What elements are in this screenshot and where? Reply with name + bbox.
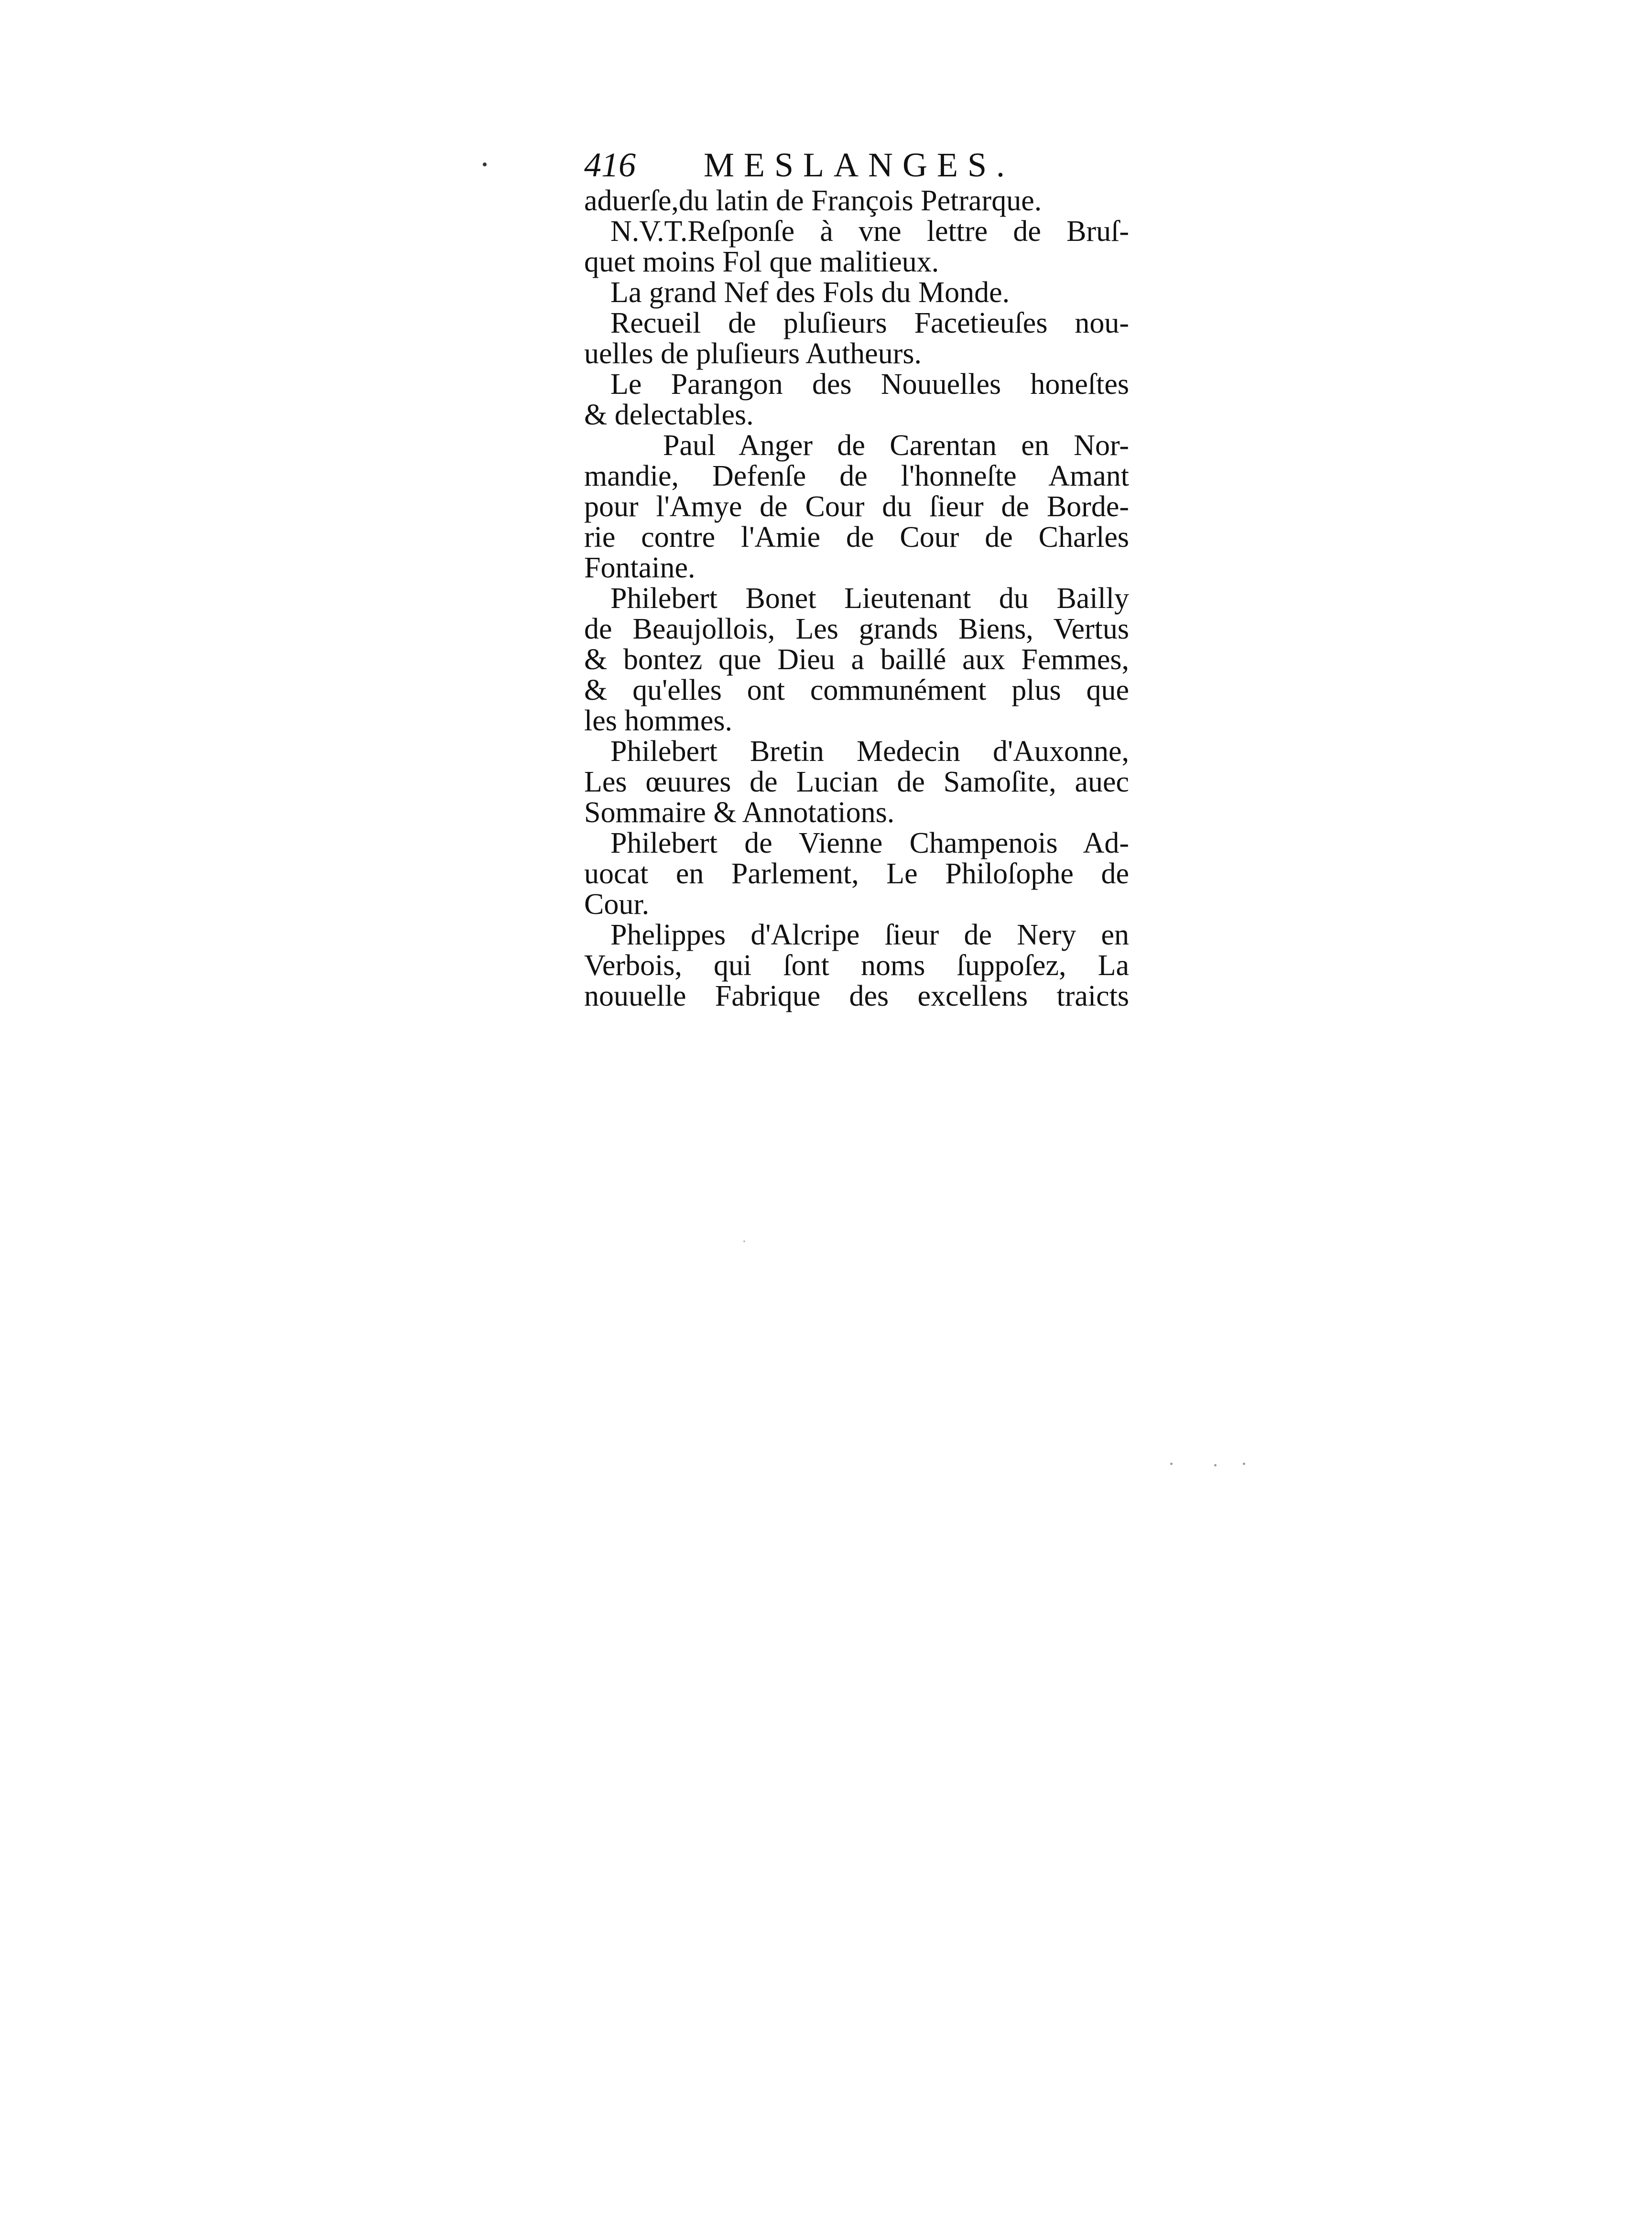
text-line: uocat en Parlement, Le Philoſophe de: [584, 857, 1129, 890]
text-line: Philebert Bonet Lieutenant du Bailly: [610, 582, 1129, 615]
text-line: Paul Anger de Carentan en Nor-: [663, 429, 1129, 462]
text-line: uelles de pluſieurs Autheurs.: [584, 337, 922, 370]
text-line: Verbois, qui ſont noms ſuppoſez, La: [584, 949, 1129, 982]
text-line: La grand Nef des Fols du Monde.: [610, 276, 1010, 309]
running-title: MESLANGES.: [704, 146, 1015, 184]
text-line: Les œuures de Lucian de Samoſite, auec: [584, 766, 1129, 798]
entry: [584, 828, 1129, 920]
ink-speck: [1214, 1464, 1217, 1466]
text-line: Phelippes d'Alcripe ſieur de Nery en: [610, 919, 1129, 951]
ink-speck: [483, 163, 487, 166]
entry: [584, 736, 1129, 828]
text-line: pour l'Amye de Cour du ſieur de Borde-: [584, 490, 1129, 523]
text-line: mandie, Defenſe de l'honneſte Amant: [584, 460, 1129, 492]
text-line: Philebert Bretin Medecin d'Auxonne,: [610, 735, 1129, 768]
text-line: de Beaujollois, Les grands Biens, Vertus: [584, 613, 1129, 645]
text-line: quet moins Fol que malitieux.: [584, 246, 939, 278]
entry: [584, 277, 1129, 308]
entry: [584, 185, 1129, 216]
text-line: N.V.T.Reſponſe à vne lettre de Bruſ-: [610, 215, 1129, 248]
entry: [584, 430, 1129, 583]
text-line: Cour.: [584, 888, 650, 921]
text-line: & qu'elles ont communément plus que: [584, 674, 1129, 706]
entry: [584, 369, 1129, 430]
entry: [584, 583, 1129, 736]
text-block: [584, 185, 1129, 1011]
page-number: 416: [584, 146, 636, 184]
text-line: Le Parangon des Nouuelles honeſtes: [610, 368, 1129, 401]
text-line: & bontez que Dieu a baillé aux Femmes,: [584, 643, 1129, 676]
ink-speck: [1170, 1463, 1173, 1465]
text-line: les hommes.: [584, 705, 732, 737]
entry: [584, 920, 1129, 1011]
text-line: aduerſe,du latin de François Petrarque.: [584, 185, 1042, 217]
text-line: nouuelle Fabrique des excellens traicts: [584, 980, 1129, 1012]
entry: [584, 308, 1129, 369]
text-line: Sommaire & Annotations.: [584, 796, 895, 829]
text-line: Fontaine.: [584, 552, 696, 584]
text-line: rie contre l'Amie de Cour de Charles: [584, 521, 1129, 554]
text-line: Philebert de Vienne Champenois Ad-: [610, 827, 1129, 859]
text-line: & delectables.: [584, 399, 754, 431]
ink-speck: [743, 1240, 745, 1242]
page-header: [584, 141, 1129, 189]
text-line: Recueil de pluſieurs Facetieuſes nou-: [610, 307, 1129, 339]
ink-speck: [1243, 1463, 1245, 1465]
entry: [584, 216, 1129, 277]
